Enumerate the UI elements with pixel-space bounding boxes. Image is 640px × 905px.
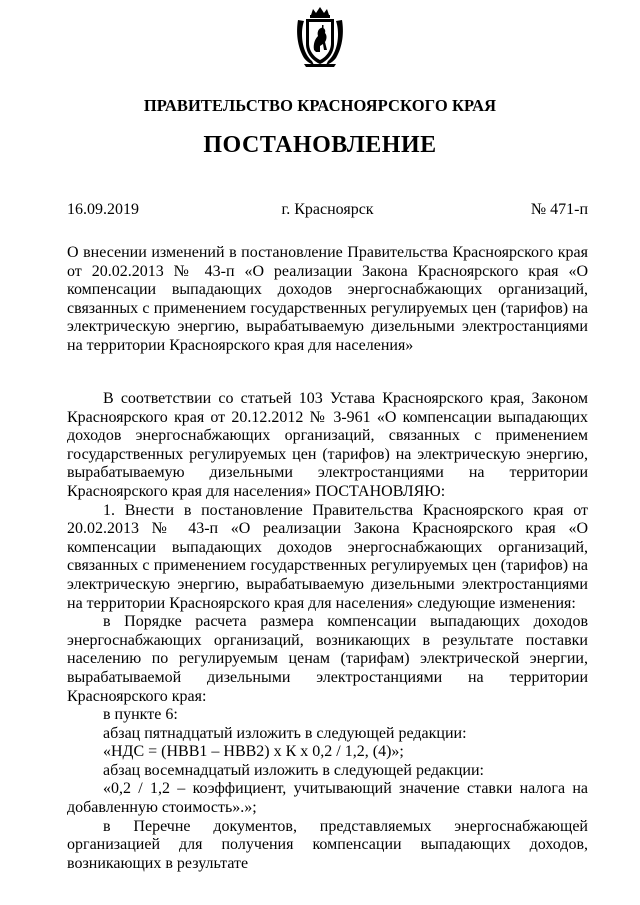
government-title: ПРАВИТЕЛЬСТВО КРАСНОЯРСКОГО КРАЯ [143,96,497,115]
paragraph-order-change: в Порядке расчета размера компенсации выпадающих доходов энергоснабжающих организаций, возникающих в результате поставки населению по регулируемым ценам (тарифам) электрической энергии, вырабатываемой дизельными электростанциями на территории Красноярского края: [67,613,588,705]
paragraph-documents-list: в Перечне документов, представляемых энергоснабжающей организацией для получения компенсации выпадающих доходов, возникающих в результате [67,817,588,872]
document-type-heading: ПОСТАНОВЛЕНИЕ [203,132,437,158]
document-subject: О внесении изменений в постановление Правительства Красноярского края от 20.02.2013 № 43-п «О реализации Закона Красноярского края «О компенсации выпадающих доходов энергоснабжающих организаций, связанных с применением государственных регулируемых цен (тарифов) на электрическую энергию, вырабатываемую дизельными электростанциями на территории Красноярского края для населения» [67,244,588,354]
document-number: № 471-п [530,201,588,218]
paragraph-point-6: в пункте 6: [103,706,178,724]
paragraph-coefficient: «0,2 / 1,2 – коэффициент, учитывающий значение ставки налога на добавленную стоимость».»; [67,780,588,817]
paragraph-formula: «НДС = (НВВ1 – НВВ2) х К х 0,2 / 1,2, (4)»; [103,743,404,761]
paragraph-15-intro: абзац пятнадцатый изложить в следующей редакции: [103,724,467,742]
document-body [67,390,588,873]
document-date: 16.09.2019 [67,201,139,218]
document-city: г. Красноярск [281,201,374,218]
document-meta-row [67,201,588,223]
paragraph-preamble: В соответствии со статьей 103 Устава Красноярского края, Законом Красноярского края от 20.12.2012 № 3-961 «О компенсации выпадающих доходов энергоснабжающих организаций, связанных с применением государственных регулируемых цен (тарифов) на электрическую энергию, вырабатываемую дизельными электростанциями на территории Красноярского края для населения» ПОСТАНОВЛЯЮ: [67,390,588,500]
coat-of-arms-icon [294,6,346,68]
paragraph-item-1: 1. Внести в постановление Правительства Красноярского края от 20.02.2013 № 43-п «О реализации Закона Красноярского края «О компенсации выпадающих доходов энергоснабжающих организаций, связанных с применением государственных регулируемых цен (тарифов) на электрическую энергию, вырабатываемую дизельными электростанциями на территории Красноярского края для населения» следующие изменения: [67,501,588,612]
paragraph-18-intro: абзац восемнадцатый изложить в следующей редакции: [103,761,484,779]
